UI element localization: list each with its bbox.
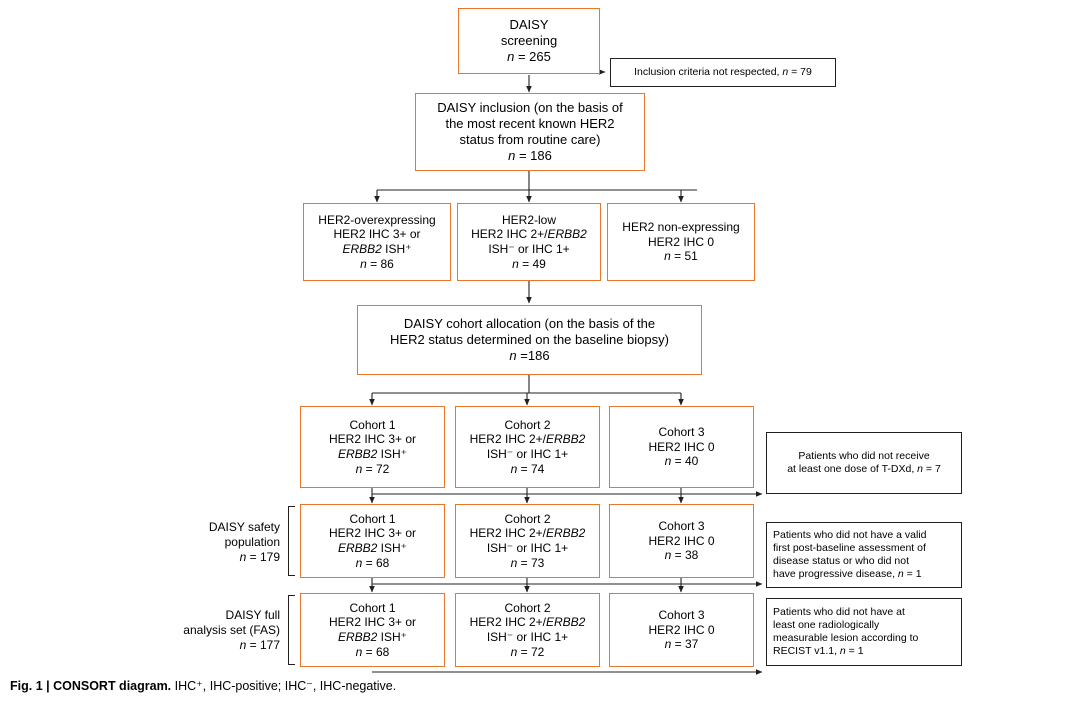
node-screening xyxy=(458,8,600,74)
node-cohort-allocation xyxy=(357,305,702,375)
cohort1a-line2: HER2 IHC 3+ or xyxy=(328,432,417,447)
exclusion-text: Inclusion criteria not respected, n = 79 xyxy=(634,66,812,79)
safety-brace xyxy=(288,506,295,576)
screening-line2: screening xyxy=(500,33,558,49)
cohort2a-line2: HER2 IHC 2+/ERBB2 xyxy=(469,432,586,447)
allocation-line2: HER2 status determined on the baseline biopsy) xyxy=(390,332,669,348)
cohort3b-line2: HER2 IHC 0 xyxy=(648,533,715,548)
cohort3a-line2: HER2 IHC 0 xyxy=(648,439,715,454)
note-no-valid-assessment xyxy=(766,522,962,588)
cohort2b-count: n = 73 xyxy=(510,555,545,570)
screening-line1: DAISY xyxy=(509,17,549,33)
node-cohort3-safety xyxy=(609,504,754,578)
node-cohort2-allocated xyxy=(455,406,600,488)
node-her2-overexpressing xyxy=(303,203,451,281)
node-cohort2-safety xyxy=(455,504,600,578)
allocation-line1: DAISY cohort allocation (on the basis of the xyxy=(403,316,656,332)
note2-line3: disease status or who did not xyxy=(773,555,909,567)
safety-line1: DAISY safety xyxy=(208,520,280,534)
fas-brace xyxy=(288,595,295,665)
cohort3c-line2: HER2 IHC 0 xyxy=(648,622,715,637)
cohort1c-count: n = 68 xyxy=(355,644,390,659)
group1-line3: ERBB2 ISH⁺ xyxy=(342,242,412,256)
node-cohort2-fas xyxy=(455,593,600,667)
cohort1a-line3: ERBB2 ISH⁺ xyxy=(337,447,408,461)
group2-count: n = 49 xyxy=(512,256,546,271)
note-no-measurable-lesion xyxy=(766,598,962,666)
screening-count: n = 265 xyxy=(507,48,551,64)
note3-line2: least one radiologically xyxy=(773,619,880,632)
note3-line1: Patients who did not have at xyxy=(773,606,905,619)
group1-count: n = 86 xyxy=(360,256,394,271)
node-exclusion-criteria xyxy=(610,58,836,87)
cohort1c-line3: ERBB2 ISH⁺ xyxy=(337,630,408,644)
note3-line4: RECIST v1.1, n = 1 xyxy=(773,644,864,657)
cohort1b-line1: Cohort 1 xyxy=(349,511,396,526)
fas-line1: DAISY full xyxy=(225,608,280,622)
note2-line2: first post-baseline assessment of xyxy=(773,542,926,555)
fas-line2: analysis set (FAS) xyxy=(183,623,280,637)
node-her2-non-expressing xyxy=(607,203,755,281)
safety-count: n = 179 xyxy=(239,550,280,564)
group2-line2: HER2 IHC 2+/ERBB2 xyxy=(471,227,587,242)
cohort1b-line2: HER2 IHC 3+ or xyxy=(328,526,417,541)
fas-count: n = 177 xyxy=(239,638,280,652)
cohort3b-line1: Cohort 3 xyxy=(658,519,705,534)
safety-line2: population xyxy=(224,535,280,549)
inclusion-line3: status from routine care) xyxy=(459,132,601,147)
cohort1a-line1: Cohort 1 xyxy=(349,417,396,432)
inclusion-line2: the most recent known HER2 xyxy=(445,116,615,132)
node-cohort1-fas xyxy=(300,593,445,667)
cohort3a-line1: Cohort 3 xyxy=(658,425,705,440)
inclusion-count: n = 186 xyxy=(508,147,552,163)
cohort2c-count: n = 72 xyxy=(510,644,545,659)
group1-line2: HER2 IHC 3+ or xyxy=(333,227,421,242)
cohort1c-line2: HER2 IHC 3+ or xyxy=(328,615,417,630)
note1-line2: at least one dose of T-DXd, n = 7 xyxy=(787,463,941,475)
group3-line1: HER2 non-expressing xyxy=(622,220,740,235)
cohort2c-line3: ISH⁻ or IHC 1+ xyxy=(486,630,569,644)
node-cohort3-fas xyxy=(609,593,754,667)
group2-line3: ISH⁻ or IHC 1+ xyxy=(488,242,570,256)
caption-body: IHC⁺, IHC-positive; IHC⁻, IHC-negative. xyxy=(171,679,397,693)
node-cohort1-safety xyxy=(300,504,445,578)
cohort1b-line3: ERBB2 ISH⁺ xyxy=(337,541,408,555)
cohort1b-count: n = 68 xyxy=(355,555,390,570)
note2-line4: have progressive disease, n = 1 xyxy=(773,567,922,580)
node-cohort1-allocated xyxy=(300,406,445,488)
cohort1c-line1: Cohort 1 xyxy=(349,600,396,615)
cohort2b-line3: ISH⁻ or IHC 1+ xyxy=(486,541,569,555)
caption-title: Fig. 1 | CONSORT diagram. xyxy=(10,679,172,693)
cohort2c-line1: Cohort 2 xyxy=(504,600,551,615)
cohort2c-line2: HER2 IHC 2+/ERBB2 xyxy=(469,615,586,630)
node-inclusion xyxy=(415,93,645,171)
label-fas xyxy=(140,608,280,653)
node-cohort3-allocated xyxy=(609,406,754,488)
note3-line3: measurable lesion according to xyxy=(773,632,919,644)
node-her2-low xyxy=(457,203,601,281)
note2-line1: Patients who did not have a valid xyxy=(773,529,927,542)
cohort1a-count: n = 72 xyxy=(355,461,390,476)
group2-line1: HER2-low xyxy=(501,212,556,227)
cohort2b-line1: Cohort 2 xyxy=(504,511,551,526)
cohort2a-line1: Cohort 2 xyxy=(504,417,551,432)
note1-line1: Patients who did not receive xyxy=(798,450,930,463)
cohort3b-count: n = 38 xyxy=(664,548,699,563)
inclusion-line1: DAISY inclusion (on the basis of xyxy=(437,100,623,116)
group3-line2: HER2 IHC 0 xyxy=(647,234,715,249)
group3-count: n = 51 xyxy=(664,249,698,264)
cohort2a-count: n = 74 xyxy=(510,461,545,476)
cohort3c-line1: Cohort 3 xyxy=(658,608,705,623)
cohort2a-line3: ISH⁻ or IHC 1+ xyxy=(486,447,569,461)
group1-line1: HER2-overexpressing xyxy=(318,212,436,227)
cohort3a-count: n = 40 xyxy=(664,454,699,469)
cohort2b-line2: HER2 IHC 2+/ERBB2 xyxy=(469,526,586,541)
figure-caption xyxy=(10,678,396,693)
cohort3c-count: n = 37 xyxy=(664,637,699,652)
label-safety-population xyxy=(140,520,280,565)
allocation-count: n =186 xyxy=(509,347,550,363)
note-no-tdxd-dose xyxy=(766,432,962,494)
